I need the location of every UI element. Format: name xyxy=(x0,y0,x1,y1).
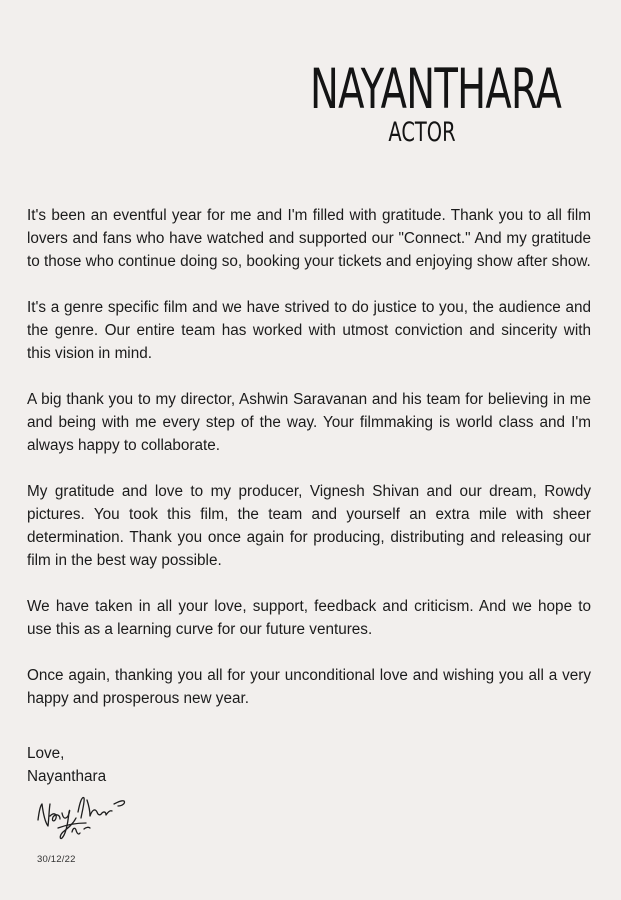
letterhead-name: NAYANTHARA xyxy=(310,57,562,121)
paragraph: It's been an eventful year for me and I'm filled with gratitude. Thank you to all film lovers and fans who have watched and supported our "Connect." And my gratitude to those who continue doing so, booking your tickets and enjoying show after show. xyxy=(27,207,591,270)
paragraph: My gratitude and love to my producer, Vignesh Shivan and our dream, Rowdy pictures. You took this film, the team and yourself an extra mile with sheer determination. Thank you once again for producing, distributing and releasing our film in the best way possible. xyxy=(27,483,591,569)
closing-salutation: Love, xyxy=(27,745,65,762)
letter-date: 30/12/22 xyxy=(37,854,76,865)
letterhead-role: ACTOR xyxy=(388,117,456,148)
letterhead xyxy=(262,58,582,148)
paragraph: Once again, thanking you all for your unconditional love and wishing you all a very happy and prosperous new year. xyxy=(27,667,591,707)
paragraph: A big thank you to my director, Ashwin Saravanan and his team for believing in me and being with me every step of the way. Your filmmaking is world class and I'm always happy to collaborate. xyxy=(27,391,591,454)
handwritten-signature xyxy=(32,782,132,852)
paragraph: We have taken in all your love, support, feedback and criticism. And we hope to use this as a learning curve for our future ventures. xyxy=(27,598,591,638)
paragraph: It's a genre specific film and we have strived to do justice to you, the audience and the genre. Our entire team has worked with utmost conviction and sincerity with this vision in mind. xyxy=(27,299,591,362)
letter-body xyxy=(27,204,591,733)
closing-name: Nayanthara xyxy=(27,768,107,785)
